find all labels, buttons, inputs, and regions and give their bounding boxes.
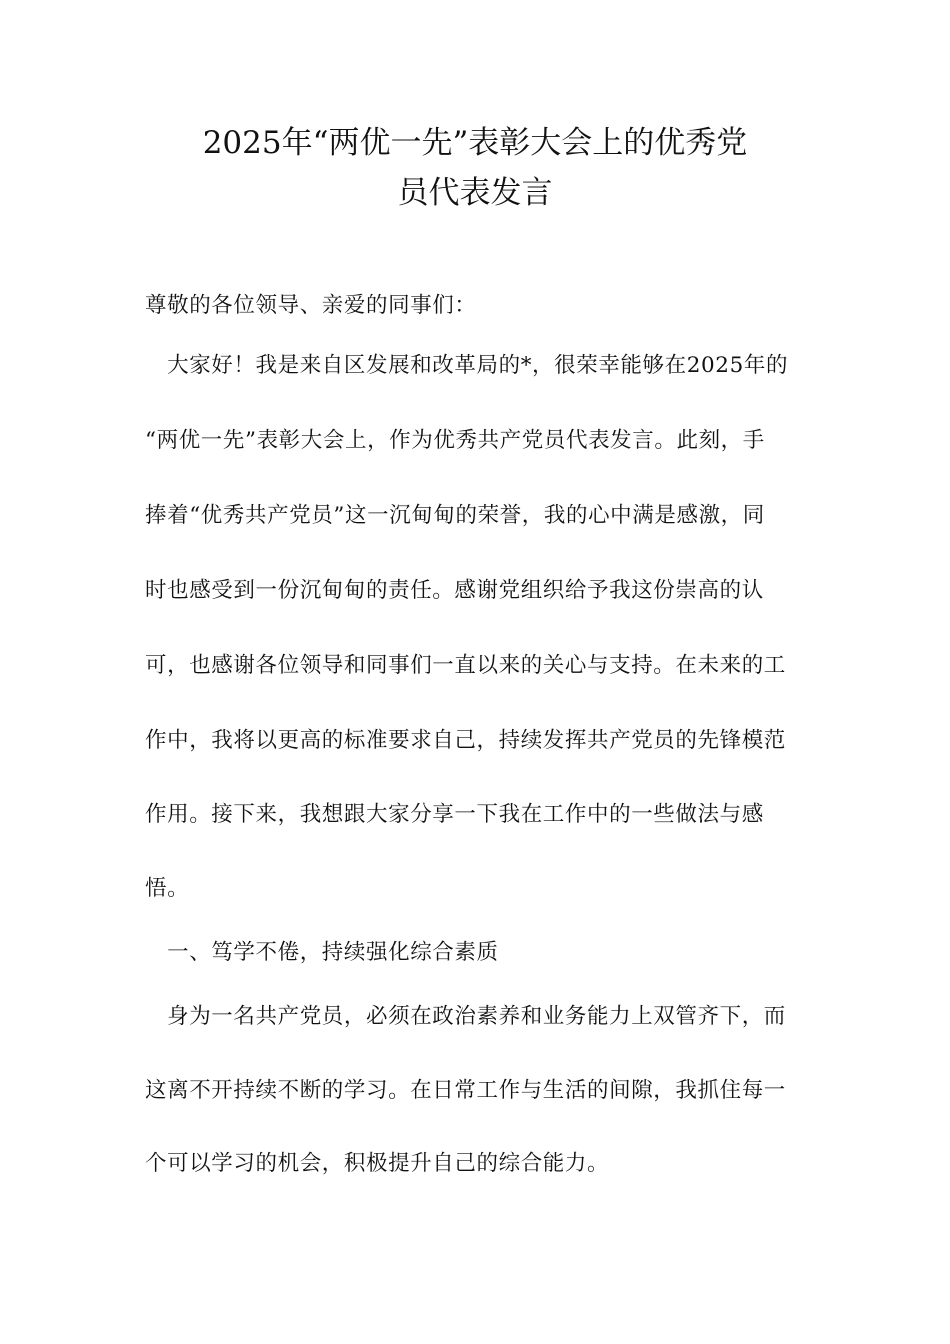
- paragraph-line: 这离不开持续不断的学习。在日常工作与生活的间隙，我抓住每一: [145, 1078, 786, 1103]
- paragraph-line: 时也感受到一份沉甸甸的责任。感谢党组织给予我这份崇高的认: [145, 578, 764, 603]
- paragraph-line: 悟。: [145, 876, 190, 901]
- paragraph-line: 大家好！我是来自区发展和改革局的*，很荣幸能够在2025年的: [145, 353, 789, 378]
- paragraph-line: 可，也感谢各位领导和同事们一直以来的关心与支持。在未来的工: [145, 653, 786, 678]
- paragraph-line: 作用。接下来，我想跟大家分享一下我在工作中的一些做法与感: [145, 802, 764, 827]
- salutation: 尊敬的各位领导、亲爱的同事们：: [145, 293, 477, 318]
- paragraph-line: 个可以学习的机会，积极提升自己的综合能力。: [145, 1151, 610, 1176]
- section-heading: 一、笃学不倦，持续强化综合素质: [145, 940, 499, 965]
- paragraph-line: 捧着“优秀共产党员”这一沉甸甸的荣誉，我的心中满是感激，同: [145, 503, 765, 528]
- document-title-line-1: 2025年“两优一先”表彰大会上的优秀党: [202, 125, 748, 161]
- paragraph-line: “两优一先”表彰大会上，作为优秀共产党员代表发言。此刻，手: [145, 428, 765, 453]
- document-title-line-2: 员代表发言: [397, 175, 553, 211]
- paragraph-line: 作中，我将以更高的标准要求自己，持续发挥共产党员的先锋模范: [145, 728, 786, 753]
- paragraph-line: 身为一名共产党员，必须在政治素养和业务能力上双管齐下，而: [145, 1004, 786, 1029]
